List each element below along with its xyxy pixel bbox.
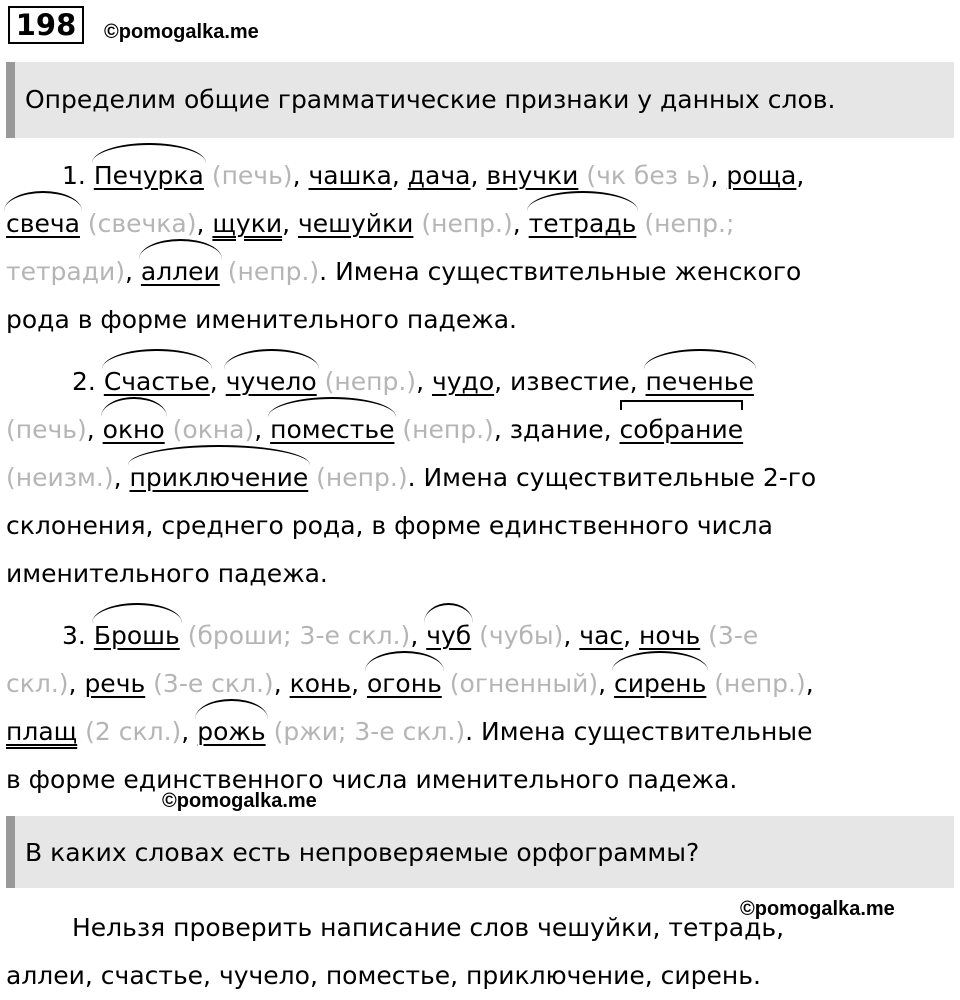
note: (непр.) bbox=[402, 415, 494, 444]
text: Имена существительные bbox=[481, 717, 813, 746]
line: (печь), окно (окна), поместье (непр.), здание, собрание bbox=[6, 406, 936, 454]
answer-text: аллеи, счастье, чучело, поместье, приключение, сирень. bbox=[6, 961, 761, 990]
note: (огненный) bbox=[449, 669, 599, 698]
answer-line bbox=[6, 904, 936, 952]
note: (печь) bbox=[6, 415, 87, 444]
text: именительного падежа. bbox=[6, 559, 328, 588]
word: печенье bbox=[646, 358, 754, 406]
line: свеча (свечка), щуки, чешуйки (непр.), тетрадь (непр.; bbox=[6, 200, 936, 248]
text: Имена существительные женского bbox=[335, 257, 802, 286]
word: сирень bbox=[614, 660, 706, 708]
word: поместье bbox=[270, 406, 394, 454]
note: (непр.) bbox=[324, 367, 417, 396]
line: 3. Брошь (броши; 3-е скл.), чуб (чубы), час, ночь (3-е bbox=[6, 612, 936, 660]
word: дача bbox=[407, 161, 471, 190]
word: свеча bbox=[6, 200, 80, 248]
answer-text: Нельзя проверить написание слов чешуйки, тетрадь, bbox=[72, 913, 785, 942]
word: Счастье bbox=[104, 358, 210, 406]
line: плащ (2 скл.), рожь (ржи; 3-е скл.). Имена существительные bbox=[6, 708, 936, 756]
word: чудо bbox=[431, 367, 495, 396]
note: (непр.) bbox=[227, 257, 320, 286]
note: (3-е bbox=[708, 621, 759, 650]
word: известие bbox=[510, 367, 630, 396]
word: Печурка bbox=[94, 152, 204, 200]
word: чуб bbox=[426, 612, 471, 660]
section-header-grammar bbox=[6, 62, 954, 138]
note: (непр.) bbox=[421, 209, 513, 238]
word: окно bbox=[103, 406, 165, 454]
note: скл.) bbox=[6, 669, 69, 698]
note: (ржи; 3-е скл.) bbox=[273, 717, 466, 746]
word: аллеи bbox=[141, 248, 220, 296]
word: чучело bbox=[226, 358, 317, 406]
header-text: В каких словах есть непроверяемые орфограммы? bbox=[25, 838, 700, 867]
word: роща bbox=[726, 161, 797, 190]
section-header-question bbox=[6, 816, 954, 888]
text: Имена существительные 2-го bbox=[423, 463, 817, 492]
text: склонения, среднего рода, в форме единственного числа bbox=[6, 511, 773, 540]
note: (свечка) bbox=[87, 209, 197, 238]
word: конь bbox=[289, 669, 352, 698]
note: (неизм.) bbox=[6, 463, 114, 492]
word: речь bbox=[84, 669, 146, 698]
word: тетрадь bbox=[529, 200, 637, 248]
note: (печь) bbox=[211, 161, 293, 190]
word: чешуйки bbox=[297, 209, 414, 238]
text: рода в форме именительного падежа. bbox=[6, 305, 517, 334]
note: (3-е скл.) bbox=[153, 669, 274, 698]
word: рожь bbox=[197, 708, 265, 756]
text: в форме единственного числа именительного падежа. bbox=[6, 765, 738, 794]
line: 2. Счастье, чучело (непр.), чудо, известие, печенье bbox=[6, 358, 936, 406]
line bbox=[6, 550, 936, 598]
watermark: ©pomogalka.me bbox=[740, 898, 895, 920]
line: скл.), речь (3-е скл.), конь, огонь (огненный), сирень (непр.), bbox=[6, 660, 936, 708]
line: 1. Печурка (печь), чашка, дача, внучки (чк без ь), роща, bbox=[6, 152, 936, 200]
note: (2 скл.) bbox=[85, 717, 182, 746]
word: щуки bbox=[212, 209, 283, 238]
word: собрание bbox=[620, 406, 744, 454]
watermark: ©pomogalka.me bbox=[104, 21, 259, 43]
note: тетради) bbox=[6, 257, 125, 286]
word: здание bbox=[509, 415, 604, 444]
note: (окна) bbox=[172, 415, 255, 444]
word: плащ bbox=[6, 717, 78, 746]
note: (непр.; bbox=[644, 209, 735, 238]
note: (чк без ь) bbox=[586, 161, 711, 190]
word: час bbox=[579, 621, 624, 650]
line: тетради), аллеи (непр.). Имена существительные женского bbox=[6, 248, 936, 296]
note: (чубы) bbox=[479, 621, 564, 650]
line: (неизм.), приключение (непр.). Имена существительные 2-го bbox=[6, 454, 936, 502]
paragraph-group-3 bbox=[6, 612, 936, 804]
answer-paragraph bbox=[6, 904, 936, 1000]
paragraph-group-1 bbox=[6, 152, 936, 344]
word: приключение bbox=[130, 454, 309, 502]
note: (непр.) bbox=[714, 669, 806, 698]
word: огонь bbox=[367, 660, 442, 708]
word: ночь bbox=[639, 621, 701, 650]
word: Брошь bbox=[94, 612, 180, 660]
task-number: 198 bbox=[8, 6, 84, 44]
note: (броши; 3-е скл.) bbox=[187, 621, 411, 650]
watermark: ©pomogalka.me bbox=[162, 790, 317, 812]
word: чашка bbox=[308, 161, 392, 190]
paragraph-group-2 bbox=[6, 358, 936, 598]
line bbox=[6, 756, 936, 804]
header-text: Определим общие грамматические признаки у данных слов. bbox=[25, 85, 836, 114]
line bbox=[6, 502, 936, 550]
answer-line bbox=[6, 952, 936, 1000]
word: внучки bbox=[486, 161, 579, 190]
line bbox=[6, 296, 936, 344]
note: (непр.) bbox=[316, 463, 408, 492]
